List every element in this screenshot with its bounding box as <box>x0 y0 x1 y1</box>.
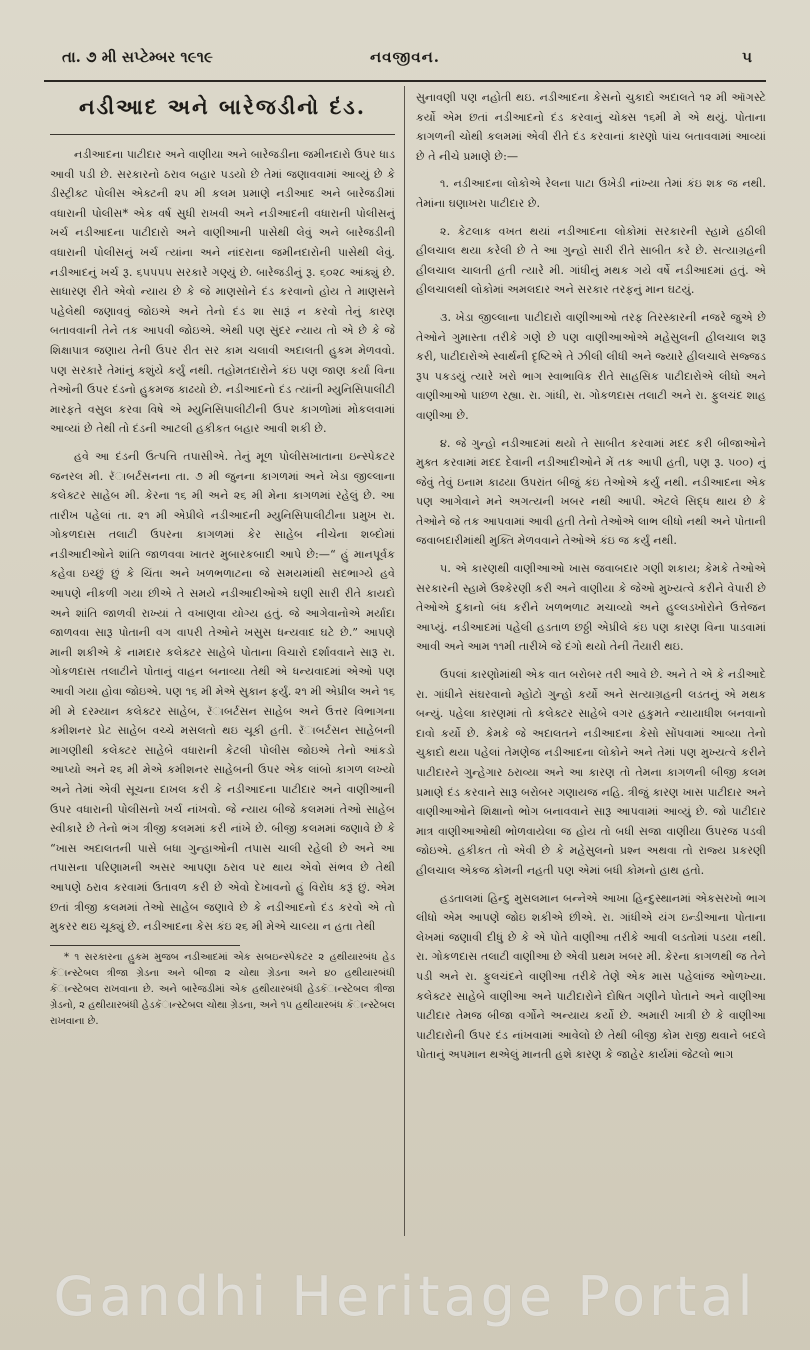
column-divider <box>404 86 405 1236</box>
page-header <box>40 48 770 74</box>
right-column <box>416 88 766 1243</box>
list-item: ૫. એ કારણથી વાણીઆઓ ખાસ જવાબદાર ગણી શકાય; કેમકે તેઓએ સરકારની સ્હામે ઉશ્કેરણી કરી અને વાણીયા કે જેઓ મુખ્યત્વે કરીને વેપારી છે તેઓએ દુકાનો બંધ કરીને ખળભળાટ મચાવ્યો અને હુલ્લડખોરોને ઉત્તેજન આપ્યું. નડીઆદમાં પહેલી હડતાળ છઠ્ઠી એપ્રીલે કંઇ પણ કારણ વિના પાડવામાં આવી અને આમ ૧૧મી તારીખે જે દંગો થયો તેની તૈયારી થઇ. <box>416 562 766 654</box>
left-column <box>50 88 395 1243</box>
issue-date: તા. ૭ મી સપ્ટેમ્બર ૧૯૧૯ <box>62 48 213 66</box>
article-title: નડીઆદ અને બારેજડીનો દંડ. <box>78 94 367 119</box>
list-item: ૪. જે ગુન્હો નડીઆદમાં થયો તે સાબીત કરવામાં મદદ કરી બીજાઓને મુક્ત કરવામાં મદદ દેવાની નડીઆદીઓને મેં તક આપી હતી, પણ રૂ. ૫૦૦) નું જેવું તેવું ઇનામ કાઢયા ઉપરાંત બીજું કંઇ તેઓએ કર્યું નથી. નડીઆદના એક પણ આગેવાને મને અગત્યની ખબર નથી આપી. એટલે સિદ્ધ થાય છે કે તેઓને જે તક આપવામાં આવી હતી તેનો તેઓએ લાભ લીધો નથી અને પોતાની જવાબદારીમાંથી મુક્તિ મેળવવાને તેઓએ કંઇ જ કર્યું નથી. <box>416 436 766 548</box>
paragraph-continued: સુનાવણી પણ નહોતી થઇ. નડીઆદના કેસનો ચુકાદો અદાલતે ૧૨ મી ઑગસ્ટે કર્યો એમ છતાં નડીઆદનો દંડ કરવાનું ચોક્સ ૧૬મી મે એ થયું. પોતાના કાગળની ચોથી કલમમાં એવી રીતે દંડ કરવાનાં કારણો પાંચ બતાવવામાં આવ્યાં છે તે નીચે પ્રમાણે છે:— <box>416 91 766 163</box>
title-rule <box>50 134 395 135</box>
paragraph: હવે આ દંડની ઉત્પત્તિ તપાસીએ. તેનું મૂળ પોલીસખાતાના ઇન્સ્પેકટર જનરલ મી. રૅાબર્ટસનના તા. ૭ મી જુનના કાગળમાં અને ખેડા જીલ્લાના કલેક્ટર સાહેબ મી. કેરના ૧૬ મી અને ૨૬ મી મેના કાગળમાં રહેલું છે. આ તારીખ પહેલાં તા. ૨૧ મી એપ્રીલે નડીઆદની મ્યુનિસિપાલીટીના પ્રમુખ રા. ગોકળદાસ તલાટી ઉપરના કાગળમાં કેર સાહેબ નીચેના શબ્દોમાં નડીઆદીઓને શાંતિ જાળવવા ખાતર મુબારકબાદી આપે છે:—“ હું માનપૂર્વક કહેવા ઇચ્છું છું કે ચિંતા અને ખળભળાટના જે સમયમાંથી સદભાગ્યે હવે આપણે નીકળી ગયા છીએ તે સમયે નડીઆદીઓએ ઘણી સારી રીતે કાયદો અને શાંતિ જાળવી રાખ્યાં તે વખાણવા યોગ્ય હતું. જે આગેવાનોએ મર્યાદા જાળવવા સારૂ પોતાની વગ વાપરી તેઓને ખસુસ ધન્યવાદ ઘટે છે.” આપણે માની શકીએ કે નામદાર કલેક્ટર સાહેબે પોતાના વિચારો દર્શાવવાને સારૂ રા. ગોકળદાસ તલાટીને પોતાનું વાહન બનાવ્યા તેથી એ ધન્યવાદમાં એઓ પણ આવી ગયા હોવા જોઇએ. પણ ૧૬ મી મેએ સુકાન ફર્યું. ૨૧ મી એપ્રીલ અને ૧૬ મી મે દરમ્યાન કલેક્ટર સાહેબ, રૅાબર્ટસન સાહેબ અને ઉત્તર વિભાગના કમીશનર પ્રેટ સાહેબ વચ્ચે મસલતો થઇ ચૂકી હતી. રૅાબર્ટસન સાહેબની માગણીથી કલેક્ટર સાહેબે વધારાની કેટલી પોલીસ જોઇએ તેનો આંકડો આપ્યો અને ૨૬ મી મેએ કમીશનર સાહેબની ઉપર એક લાંબો કાગળ લખ્યો અને તેમાં એવી સૂચના દાખલ કરી કે નડીઆદના પાટીદાર અને વાણીઆની ઉપર વધારાની પોલીસનો ખર્ચ નાંખવો. જે ન્યાય બીજે કલમમાં તેઓ સાહેબ સ્વીકારે છે તેનો ભંગ ત્રીજી કલમમાં કરી નાંખે છે. બીજી કલમમાં જણાવે છે કે “ખાસ અદાલતની પાસે બધા ગુન્હાઓની તપાસ ચાલી રહેલી છે અને આ તપાસના પરિણામની અસર આપણા ઠરાવ પર થાય એવો સંભવ છે તેથી આપણે ઠરાવ કરવામાં ઉતાવળ કરી છે એવો દેખાવનો હું વિરોધ કરૂં છું. એમ છતાં ત્રીજી કલમમાં તેઓ સાહેબ જણાવે છે કે નડીઆદનો દંડ કરવો એ તો મુકરર થઇ ચૂક્યું છે. નડીઆદના કેસ કંઇ ૨૬ મી મેએ ચાલ્યા ન હતા તેથી <box>50 449 395 934</box>
reasons-list <box>416 174 766 657</box>
paragraph: ઉપલાં કારણોમાંથી એક વાત બરોબર તરી આવે છે. અને તે એ કે નડીઆદે રા. ગાંધીને સંઘરવાનો મ્હોટો ગુન્હો કર્યો અને સત્યાગ્રહની લડતનું એ મથક બન્યું. પહેલા કારણમાં તો કલેક્ટર સાહેબે વગર હકુમતે ન્યાયાધીશ બનવાનો દાવો કર્યો છે. કેમકે જે અદાલતને નડીઆદના કેસો સોંપવામાં આવ્યા તેનો ચુકાદો થયા પહેલાં તેમણેજ નડીઆદના લોકોને અને તેમાં પણ મુખ્યત્વે કરીને પાટીદારને ગુન્હેગાર ઠરાવ્યા અને આ કારણ તો તેમના કાગળની બીજી કલમ પ્રમાણે દંડ કરવાને સારૂ બરોબર ગણાયજ નહિ. ત્રીજું કારણ ખાસ પાટીદાર અને વાણીઆઓને શિક્ષાનો ભોગ બનાવવાને સારૂ આપવામાં આવ્યું છે. જો પાટીદાર માત્ર વાણીઆઓથી ભોળવાયેલા જ હોય તો બધી સજા વાણીયા ઉપરજ પડવી જોઇએ. હકીકત તો એવી છે કે મહેસુલનો પ્રશ્ન અથવા તો રાજ્ય પ્રકરણી હીલચાલ એકજ કોમની નહતી પણ એમાં બધી કોમનો હાથ હતો. <box>416 668 766 877</box>
page-number: ૫ <box>742 48 752 66</box>
paragraph: હડતાલમાં હિન્દુ મુસલમાન બન્નેએ આખા હિન્દુસ્થાનમાં એકસરખો ભાગ લીધો એમ આપણે જોઇ શકીએ છીએ. રા. ગાંધીએ યંગ ઇન્ડીઆના પોતાના લેખમાં જણાવી દીધું છે કે એ પોતે વાણીઆ તરીકે આવી લડતોમાં પડયા નથી. રા. ગોકળદાસ તલાટી વાણીઆ છે એવી પ્રથમ ખબર મી. કેરના કાગળથી જ તેને પડી અને રા. ફુલચંદને વાણીઆ તરીકે તેણે એક માસ પહેલાંજ ઓળખ્યા. કલેક્ટર સાહેબે વાણીઆ અને પાટીદારોને દોષિત ગણીને પોતાને અને વાણીઆ પાટીદાર તેમજ બીજા વર્ગોને અન્યાય કર્યો છે. અમારી ખાત્રી છે કે વાણીઆ પાટીદારોની ઉપર દંડ નાંખવામાં આવેલો છે તેથી બીજી કોમ રાજી થવાને બદલે પોતાનું અપમાન થએલું માનતી હશે કારણ કે જાહેર કાર્યમાં જેટલો ભાગ <box>416 891 766 1062</box>
list-item: ૨. કેટલાક વખત થયાં નડીઆદના લોકોમાં સરકારની સ્હામે હઠીલી હીલચાલ થયા કરેલી છે તે આ ગુન્હો સારી રીતે સાબીત કરે છે. સત્યાગ્રહની હીલચાલ ચાલતી હતી ત્યારે મી. ગાંધીનું મથક ગયે વર્ષે નડીઆદમાં હતું. એ હીલચાલથી લોકોમાં અમલદાર અને સરકાર તરફનું માન ઘટયું. <box>416 224 766 297</box>
footnote-rule <box>50 945 240 946</box>
list-item: ૩. ખેડા જીલ્લાના પાટીદારો વાણીઆઓ તરફ તિરસ્કારની નજરે જુએ છે તેઓને ગુમાસ્તા તરીકે ગણે છે પણ વાણીઆઓએ મહેસુલની હીલચાલ શરૂ કરી, પાટીદારોએ સ્વાર્થની દૃષ્ટિએ તે ઝીલી લીધી અને જ્યારે હીલચાલે સજ્જડ રૂપ પકડયું ત્યારે ખરો ભાગ સ્વાભાવિક રીતે સાહસિક પાટીદારોએ લીધો અને વાણીઆઓ પાછળ રહ્યા. રા. ગાંધી, રા. ગોકળદાસ તલાટી અને રા. ફુલચંદ શાહ વાણીઆ છે. <box>416 310 766 422</box>
paragraph: નડીઆદના પાટીદાર અને વાણીયા અને બારેજડીના જમીનદારો ઉપર ધાડ આવી પડી છે. સરકારનો ઠરાવ બહાર પડયો છે તેમાં જણાવવામાં આવ્યું છે કે ડીસ્ટ્રીક્ટ પોલીસ એક્ટની ૨૫ મી કલમ પ્રમાણે નડીઆદ અને બારેજડીમાં વધારાની પોલીસ* એક વર્ષ સુધી રાખવી અને નડીઆદની વધારાની પોલીસનું ખર્ચ નડીઆદના પાટીદારો અને વાણીઆની પાસેથી લેવું અને બારેજડીની વધારાની પોલીસનું ખર્ચ ત્યાંના અને નાંદરાના જમીનદારોની પાસેથી લેવું. નડીઆદનું ખર્ચ રૂ. ૬૫૫૫૫ સરકારે ગણ્યું છે. બારેજડીનું રૂ. ૬૦૨૮ આંક્યું છે. સાધારણ રીતે એવો ન્યાય છે કે જે માણસોને દંડ કરવાનો હોય તે માણસને પહેલેથી જણાવવું જોઇએ અને તેનો દંડ શા સારૂં ન કરવો તેનું કારણ બતાવવાની તેને તક આપવી જોઇએ. એથી પણ સુંદર ન્યાય તો એ છે કે જે શિક્ષાપાત્ર જણાય તેની ઉપર રીત સર કામ ચલાવી અદાલતી હુકમ મેળવવો. પણ સરકારે તેમાંનું કશુંયે કર્યું નથી. તહોમતદારોને કંઇ પણ જાણ કર્યા વિના તેઓની ઉપર દંડનો હુકમજ કાઢયો છે. નડીઆદનો દંડ ત્યાંની મ્યુનિસિપાલીટી મારફતે વસુલ કરવા વિષે એ મ્યુનિસિપાલીટીની ઉપર કાગળોમાં મોકલવામાં આવ્યાં છે તેથી તો દંડની આટલી હકીકત બહાર આવી શકી છે. <box>50 148 395 436</box>
masthead: નવજીવન. <box>369 48 441 66</box>
list-item: ૧. નડીઆદના લોકોએ રેલના પાટા ઉખેડી નાંખ્યા તેમાં કંઇ શક જ નથી. તેમાંના ઘણાખરા પાટીદાર છે. <box>416 177 766 210</box>
header-rule <box>44 80 766 82</box>
footnote: * ૧ સરકારના હુકમ મુજબ નડીઆદમાં એક સબઇન્સ્પેકટર ૨ હથીયારબંધ હેડ કૅાન્સ્ટેબલ ત્રીજા ગ્રેડના અને બીજા ૨ ચોથા ગ્રેડના અને ૪૦ હથીયારબંધી કૅાન્સ્ટેબલ રાખવાના છે. અને બારેજડીમાં એક હથીયારબંધી હેડકૅાન્સ્ટેબલ ત્રીજા ગ્રેડનો, ૨ હથીયારબંધી હેડકૅાન્સ્ટેબલ ચોથા ગ્રેડના, અને ૧૫ હથીયારબંધ કૅાન્સ્ટેબલ રાખવાના છે. <box>50 951 395 1027</box>
watermark: Gandhi Heritage Portal <box>53 1265 757 1328</box>
